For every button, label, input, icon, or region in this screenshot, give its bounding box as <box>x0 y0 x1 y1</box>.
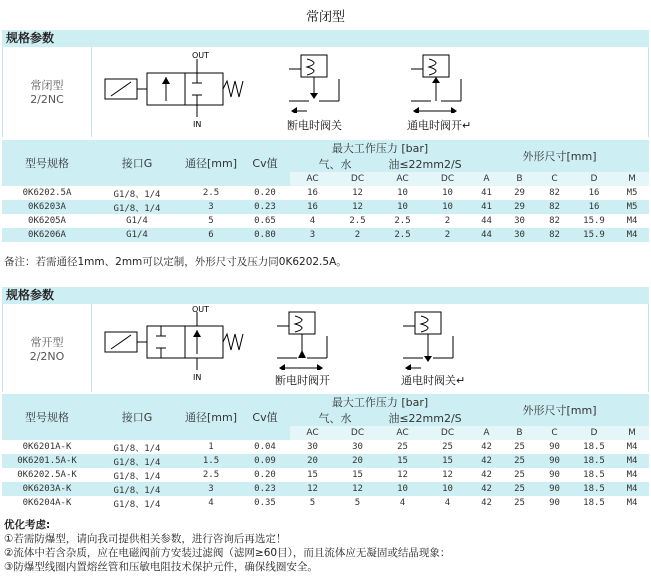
table-cell: 18.5 <box>573 440 615 454</box>
table-cell: 16 <box>290 200 335 214</box>
spec-table-nc <box>2 140 649 242</box>
sub-header: A <box>470 172 503 186</box>
table-row <box>2 186 649 200</box>
table-cell: 25 <box>380 440 425 454</box>
table-cell: 29 <box>503 200 536 214</box>
table-cell: 15 <box>380 454 425 468</box>
table-row <box>2 496 649 510</box>
table-cell: 25 <box>503 482 536 496</box>
table-cell: 1.5 <box>182 454 240 468</box>
table-cell: 82 <box>536 200 573 214</box>
table-cell: 5 <box>335 496 380 510</box>
table-cell: 15.9 <box>573 214 615 228</box>
table-cell: 82 <box>536 228 573 242</box>
page-title: 常闭型 <box>305 10 345 25</box>
table-cell: 0K6202.5A <box>2 186 92 200</box>
table-cell: 90 <box>536 468 573 482</box>
table-cell: 25 <box>503 496 536 510</box>
col-dims: 外形尺寸[mm] <box>470 394 649 426</box>
table-cell: G1/4 <box>92 228 182 242</box>
table-cell: 2.5 <box>182 186 240 200</box>
spring-icon <box>223 334 243 350</box>
table-cell: 12 <box>335 186 380 200</box>
table-cell: 30 <box>290 440 335 454</box>
table-cell: M5 <box>615 200 649 214</box>
table-cell: 18.5 <box>573 496 615 510</box>
energized-symbol <box>407 49 477 113</box>
table-cell: 16 <box>573 186 615 200</box>
table-cell: 0K6201A-K <box>2 440 92 454</box>
advice-item: ③防爆型线圈内置熔丝管和压敏电阻技术保护元件，确保线圈安全。 <box>4 561 318 573</box>
no-valve-symbol <box>101 306 251 388</box>
sub-header: AC <box>290 172 335 186</box>
table-row <box>2 228 649 242</box>
table-cell: M4 <box>615 454 649 468</box>
valve-box-right <box>185 73 223 105</box>
table-cell: 5 <box>182 214 240 228</box>
port-in-label: IN <box>193 120 202 129</box>
table-row <box>2 214 649 228</box>
table-cell: 10 <box>425 482 470 496</box>
table-cell: 1 <box>182 440 240 454</box>
section-header-nc <box>2 30 649 47</box>
table-cell: G1/8、1/4 <box>92 496 182 510</box>
table-cell: 42 <box>470 440 503 454</box>
table-cell: 0K6203A-K <box>2 482 92 496</box>
col-model: 型号规格 <box>2 140 92 186</box>
col-pressure: 最大工作压力 [bar] <box>290 394 470 410</box>
table-cell: 18.5 <box>573 454 615 468</box>
table-cell: 2 <box>335 228 380 242</box>
table-cell: 20 <box>335 454 380 468</box>
sub-header: M <box>615 426 649 440</box>
sub-header: C <box>536 426 573 440</box>
table-cell: 82 <box>536 214 573 228</box>
table-cell: 29 <box>503 186 536 200</box>
table-cell: G1/4 <box>92 214 182 228</box>
sub-header: B <box>503 426 536 440</box>
col-cv: Cv值 <box>240 394 290 440</box>
table-cell: 90 <box>536 440 573 454</box>
table-cell: 2.5 <box>335 214 380 228</box>
valve-type-code: 2/2NO <box>29 350 65 363</box>
table-cell: 18.5 <box>573 468 615 482</box>
table-cell: 42 <box>470 454 503 468</box>
table-cell: 12 <box>335 482 380 496</box>
table-cell: 30 <box>335 440 380 454</box>
diagram-panel-nc <box>2 47 649 137</box>
table-cell: 0K6201.5A-K <box>2 454 92 468</box>
table-cell: 2.5 <box>182 468 240 482</box>
col-media-oil: 油≤22mm2/S <box>380 410 470 426</box>
advice-item: ①若需防爆型，请向我司提供相关参数，进行咨询后再选定！ <box>4 533 287 545</box>
section-title: 规格参数 <box>6 288 55 302</box>
table-cell: 90 <box>536 482 573 496</box>
advice-title: 优化考虑: <box>4 519 51 531</box>
col-media-gas: 气、水 <box>290 410 380 426</box>
table-row <box>2 440 649 454</box>
sub-header: AC <box>290 426 335 440</box>
valve-type-code: 2/2NC <box>30 93 64 106</box>
table-row <box>2 468 649 482</box>
table-cell: G1/8、1/4 <box>92 440 182 454</box>
section-title: 规格参数 <box>6 31 55 45</box>
col-pressure: 最大工作压力 [bar] <box>290 140 470 156</box>
col-bore: 通径[mm] <box>182 140 240 186</box>
valve-box-right <box>185 326 223 358</box>
table-cell: 2.5 <box>380 228 425 242</box>
sub-header: A <box>470 426 503 440</box>
table-cell: M5 <box>615 186 649 200</box>
spring-icon <box>223 81 243 97</box>
table-cell: 10 <box>425 186 470 200</box>
table-cell: 12 <box>380 468 425 482</box>
table-cell: 30 <box>503 214 536 228</box>
table-cell: 0.35 <box>240 496 290 510</box>
table-cell: 42 <box>470 482 503 496</box>
sub-header: DC <box>335 172 380 186</box>
section-header-no <box>2 287 649 304</box>
table-cell: 0.80 <box>240 228 290 242</box>
advice-item: ②流体中若含杂质，应在电磁阀前方安装过滤阀（滤网≥60目），而且流体应无凝固或结晶现象： <box>4 547 451 559</box>
table-cell: 15 <box>335 468 380 482</box>
table-cell: G1/8、1/4 <box>92 468 182 482</box>
table-cell: 12 <box>425 468 470 482</box>
table-cell: 90 <box>536 454 573 468</box>
table-cell: 0.04 <box>240 440 290 454</box>
table-cell: 0K6203A <box>2 200 92 214</box>
table-cell: 0K6202.5A-K <box>2 468 92 482</box>
valve-type-name: 常闭型 <box>30 79 64 92</box>
table-cell: 15.9 <box>573 228 615 242</box>
table-cell: 0.23 <box>240 482 290 496</box>
col-cv: Cv值 <box>240 140 290 186</box>
table-cell: 10 <box>380 482 425 496</box>
table-cell: 10 <box>425 200 470 214</box>
table-cell: 4 <box>290 214 335 228</box>
sub-header: C <box>536 172 573 186</box>
table-cell: 25 <box>503 468 536 482</box>
table-cell: 12 <box>290 482 335 496</box>
table-cell: 0K6205A <box>2 214 92 228</box>
table-cell: G1/8、1/4 <box>92 186 182 200</box>
table-body-no <box>2 440 649 510</box>
table-cell: 16 <box>290 186 335 200</box>
caption-energized: 通电时阀关↵ <box>401 374 466 387</box>
table-cell: 18.5 <box>573 482 615 496</box>
valve-box-left <box>147 326 185 358</box>
table-cell: 4 <box>380 496 425 510</box>
table-cell: 15 <box>425 454 470 468</box>
table-row <box>2 482 649 496</box>
table-cell: 6 <box>182 228 240 242</box>
sub-header: AC <box>380 426 425 440</box>
table-cell: 10 <box>380 200 425 214</box>
table-cell: 41 <box>470 200 503 214</box>
valve-type-name: 常开型 <box>30 336 64 349</box>
caption-energized: 通电时阀开↵ <box>407 119 472 132</box>
col-dims: 外形尺寸[mm] <box>470 140 649 172</box>
table-cell: 0K6204A-K <box>2 496 92 510</box>
port-out-label: OUT <box>192 306 210 314</box>
table-cell: 15 <box>290 468 335 482</box>
table-cell: 3 <box>182 200 240 214</box>
table-cell: 82 <box>536 186 573 200</box>
table-cell: G1/8、1/4 <box>92 482 182 496</box>
caption-de-energized: 断电时阀开 <box>275 374 330 387</box>
table-cell: 4 <box>425 496 470 510</box>
table-cell: 0K6206A <box>2 228 92 242</box>
energized-symbol <box>399 306 469 370</box>
table-cell: 3 <box>182 482 240 496</box>
table-cell: 25 <box>503 440 536 454</box>
sub-header: M <box>615 172 649 186</box>
table-cell: G1/8、1/4 <box>92 454 182 468</box>
table-cell: 2.5 <box>380 214 425 228</box>
sub-header: DC <box>425 426 470 440</box>
nc-valve-symbol <box>101 51 251 133</box>
table-cell: 4 <box>182 496 240 510</box>
sub-header: D <box>573 172 615 186</box>
table-cell: 2 <box>425 228 470 242</box>
table-cell: 16 <box>573 200 615 214</box>
table-cell: 0.23 <box>240 200 290 214</box>
caption-de-energized: 断电时阀关 <box>287 119 342 132</box>
de-energized-symbol <box>285 49 355 113</box>
table-cell: 41 <box>470 186 503 200</box>
sub-header: DC <box>335 426 380 440</box>
de-energized-symbol <box>273 306 343 370</box>
table-cell: 3 <box>290 228 335 242</box>
table-cell: 0.20 <box>240 468 290 482</box>
col-port: 接口G <box>92 394 182 440</box>
sub-header: B <box>503 172 536 186</box>
table-body-nc <box>2 186 649 242</box>
table-cell: 5 <box>290 496 335 510</box>
col-media-oil: 油≤22mm2/S <box>380 156 470 172</box>
table-cell: 42 <box>470 496 503 510</box>
table-cell: 30 <box>503 228 536 242</box>
table-cell: M4 <box>615 468 649 482</box>
table-cell: M4 <box>615 482 649 496</box>
table-cell: 0.09 <box>240 454 290 468</box>
table-cell: G1/8、1/4 <box>92 200 182 214</box>
advice-block <box>4 518 450 574</box>
footnote-nc: 备注：若需通径1mm、2mm可以定制，外形尺寸及压力同0K6202.5A。 <box>4 256 347 268</box>
table-cell: 90 <box>536 496 573 510</box>
spec-table-no <box>2 394 649 510</box>
table-cell: 10 <box>380 186 425 200</box>
table-cell: M4 <box>615 440 649 454</box>
col-port: 接口G <box>92 140 182 186</box>
table-cell: 0.65 <box>240 214 290 228</box>
table-cell: 20 <box>290 454 335 468</box>
col-media-gas: 气、水 <box>290 156 380 172</box>
table-cell: 0.20 <box>240 186 290 200</box>
col-bore: 通径[mm] <box>182 394 240 440</box>
table-cell: 25 <box>425 440 470 454</box>
table-cell: 44 <box>470 228 503 242</box>
sub-header: DC <box>425 172 470 186</box>
port-out-label: OUT <box>192 51 210 60</box>
table-cell: M4 <box>615 496 649 510</box>
sub-header: AC <box>380 172 425 186</box>
table-cell: M4 <box>615 228 649 242</box>
table-cell: 2 <box>425 214 470 228</box>
port-in-label: IN <box>193 373 202 382</box>
sub-header: D <box>573 426 615 440</box>
table-cell: 42 <box>470 468 503 482</box>
table-row <box>2 454 649 468</box>
table-cell: 25 <box>503 454 536 468</box>
diagram-panel-no <box>2 304 649 392</box>
table-row <box>2 200 649 214</box>
col-model: 型号规格 <box>2 394 92 440</box>
table-cell: 12 <box>335 200 380 214</box>
table-cell: M4 <box>615 214 649 228</box>
table-cell: 44 <box>470 214 503 228</box>
